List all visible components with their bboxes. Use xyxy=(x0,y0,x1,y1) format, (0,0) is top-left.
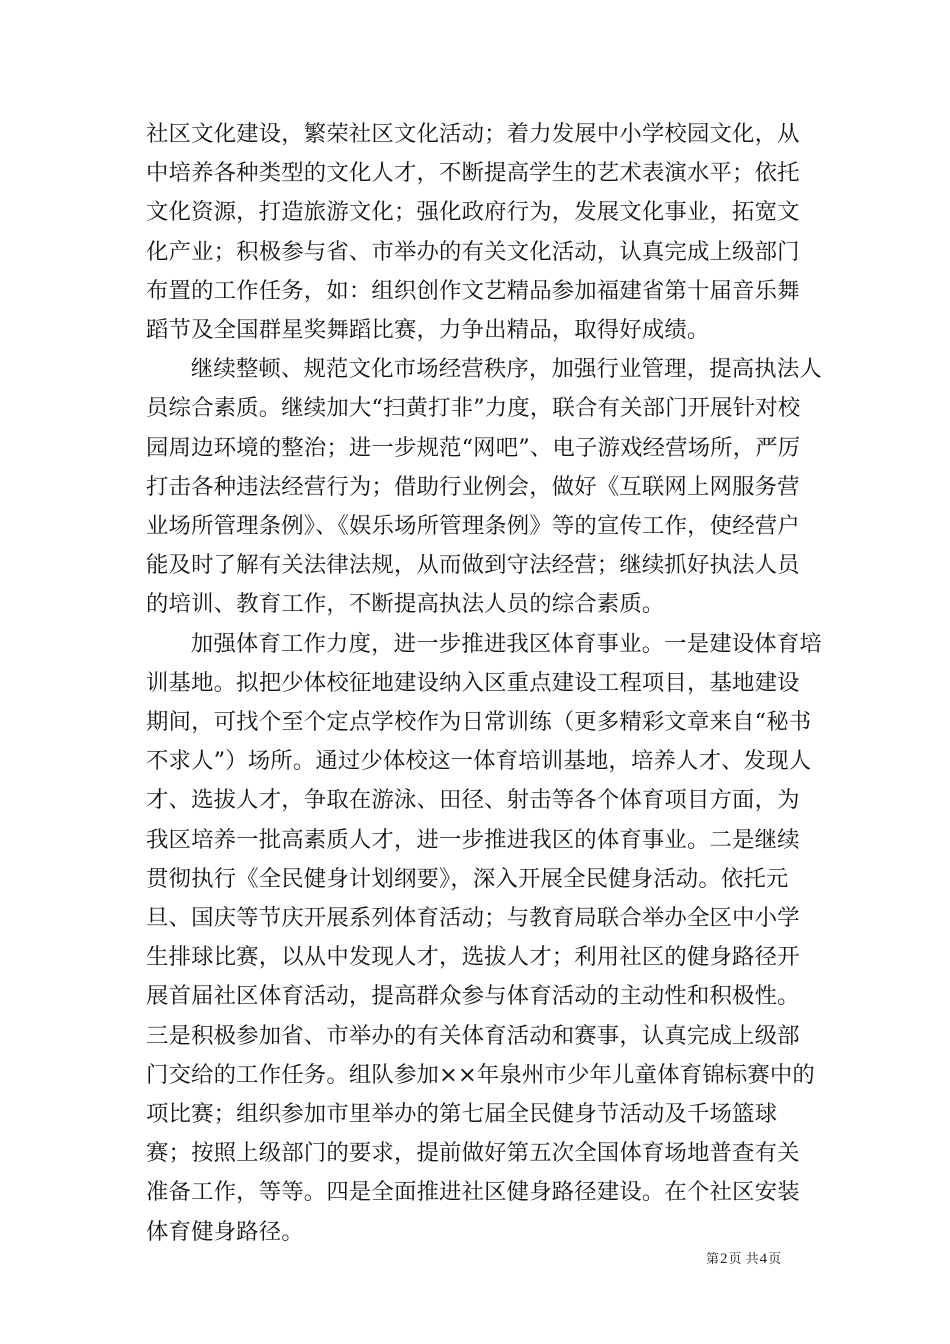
footer-suffix: 页 xyxy=(768,1252,782,1267)
paragraph-culture-construction: 社区文化建设，繁荣社区文化活动；着力发展中小学校园文化，从中培养各种类型的文化人才，不断提高学生的艺术表演水平；依托文化资源，打造旅游文化；强化政府行为，发展文化事业，拓宽文化产业；积极参与省、市举办的有关文化活动，认真完成上级部门布置的工作任务，如：组织创作文艺精品参加福建省第十届音乐舞蹈节及全国群星奖舞蹈比赛，力争出精品，取得好成绩。 xyxy=(146,121,800,344)
footer-middle: 页 共 xyxy=(728,1252,759,1267)
document-body xyxy=(146,115,822,1252)
footer-prefix: 第 xyxy=(706,1252,720,1267)
paragraph-cultural-market: 继续整顿、规范文化市场经营秩序，加强行业管理，提高执法人员综合素质。继续加大“扫黄打非”力度，联合有关部门开展针对校园周边环境的整治；进一步规范“网吧”、电子游戏经营场所，严厉打击各种违法经营行为；借助行业例会，做好《互联网上网服务营业场所管理条例》、《娱乐场所管理条例》等的宣传工作，使经营户能及时了解有关法律法规，从而做到守法经营；继续抓好执法人员的培训、教育工作，不断提高执法人员的综合素质。 xyxy=(146,356,822,618)
page-footer xyxy=(706,1248,781,1268)
current-page-number: 2 xyxy=(720,1251,728,1267)
total-pages-number: 4 xyxy=(759,1251,768,1267)
paragraph-sports-work: 加强体育工作力度，进一步推进我区体育事业。一是建设体育培训基地。拟把少体校征地建设纳入区重点建设工程项目，基地建设期间，可找个至个定点学校作为日常训练（更多精彩文章来自“秘书不求人”）场所。通过少体校这一体育培训基地，培养人才、发现人才、选拔人才，争取在游泳、田径、射击等各个体育项目方面，为我区培养一批高素质人才，进一步推进我区的体育事业。二是继续贯彻执行《全民健身计划纲要》，深入开展全民健身活动。依托元旦、国庆等节庆开展系列体育活动；与教育局联合举办全区中小学生排球比赛，以从中发现人才，选拔人才；利用社区的健身路径开展首届社区体育活动，提高群众参与体育活动的主动性和积极性。三是积极参加省、市举办的有关体育活动和赛事，认真完成上级部门交给的工作任务。组队参加××年泉州市少年儿童体育锦标赛中的项比赛；组织参加市里举办的第七届全民健身节活动及千场篮球赛；按照上级部门的要求，提前做好第五次全国体育场地普查有关准备工作，等等。四是全面推进社区健身路径建设。在个社区安装体育健身路径。 xyxy=(146,630,822,1245)
